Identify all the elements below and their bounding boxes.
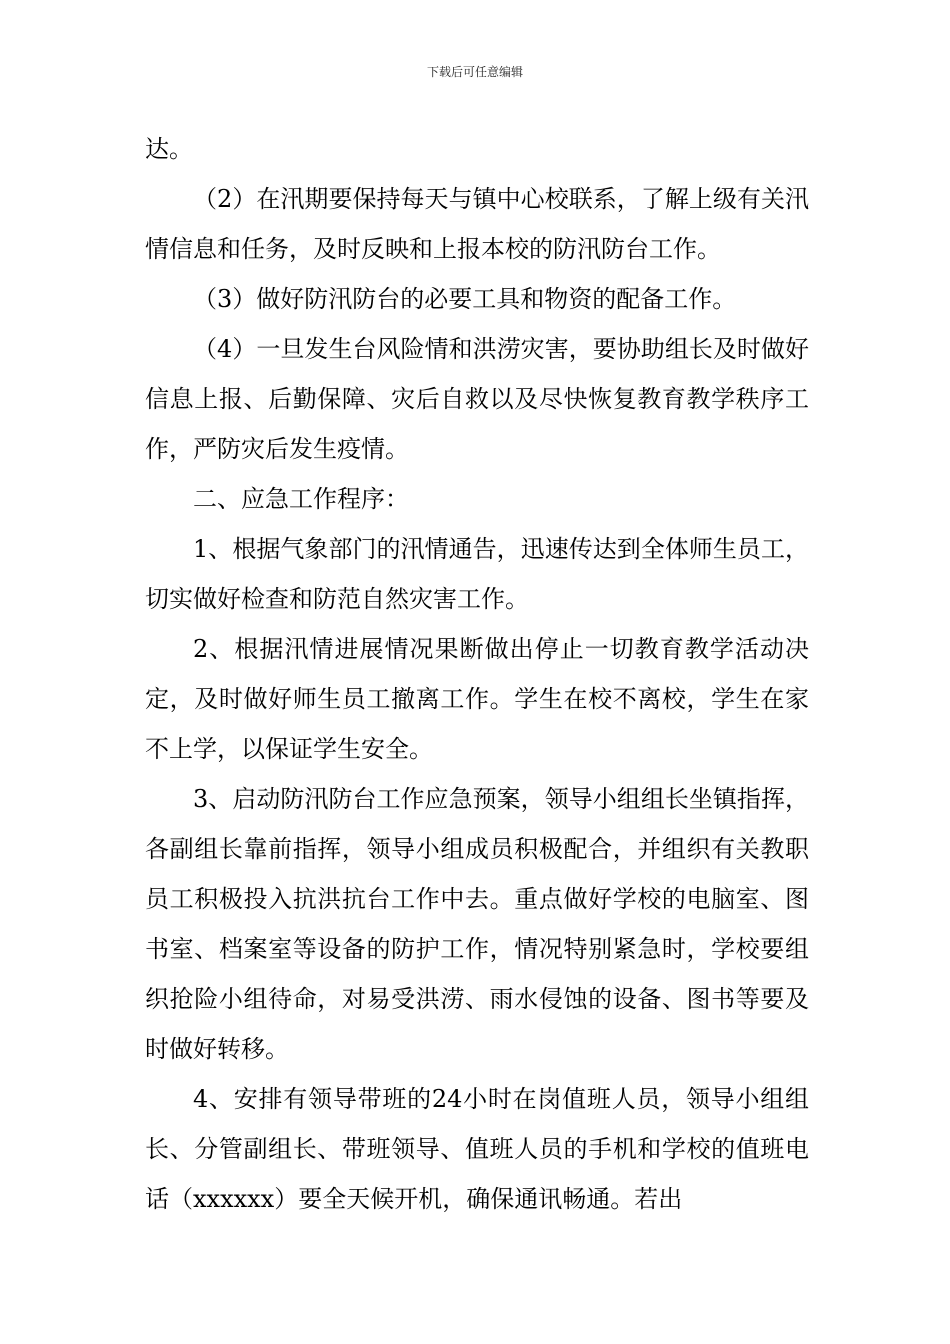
document-body <box>145 124 809 1224</box>
paragraph-item-3: （3）做好防汛防台的必要工具和物资的配备工作。 <box>193 285 737 313</box>
paragraph-item-4: （4）一旦发生台风险情和洪涝灾害，要协助组长及时做好信息上报、后勤保障、灾后自救以及尽快恢复教育教学秩序工作，严防灾后发生疫情。 <box>145 335 809 463</box>
procedure-step-1: 1、根据气象部门的汛情通告，迅速传达到全体师生员工，切实做好检查和防范自然灾害工作。 <box>145 535 809 613</box>
page-header: 下载后可任意编辑 <box>426 65 523 79</box>
section-heading-emergency-procedure: 二、应急工作程序： <box>193 485 409 513</box>
procedure-step-2: 2、根据汛情进展情况果断做出停止一切教育教学活动决定，及时做好师生员工撤离工作。学生在校不离校，学生在家不上学，以保证学生安全。 <box>145 635 809 763</box>
procedure-step-4: 4、安排有领导带班的24小时在岗值班人员，领导小组组长、分管副组长、带班领导、值班人员的手机和学校的值班电话（xxxxxx）要全天候开机，确保通讯畅通。若出 <box>145 1085 809 1213</box>
paragraph-item-2: （2）在汛期要保持每天与镇中心校联系，了解上级有关汛情信息和任务，及时反映和上报本校的防汛防台工作。 <box>145 185 809 263</box>
paragraph-continuation: 达。 <box>145 135 193 163</box>
procedure-step-3: 3、启动防汛防台工作应急预案，领导小组组长坐镇指挥，各副组长靠前指挥，领导小组成员积极配合，并组织有关教职员工积极投入抗洪抗台工作中去。重点做好学校的电脑室、图书室、档案室等设备的防护工作，情况特别紧急时，学校要组织抢险小组待命，对易受洪涝、雨水侵蚀的设备、图书等要及时做好转移。 <box>145 785 809 1063</box>
